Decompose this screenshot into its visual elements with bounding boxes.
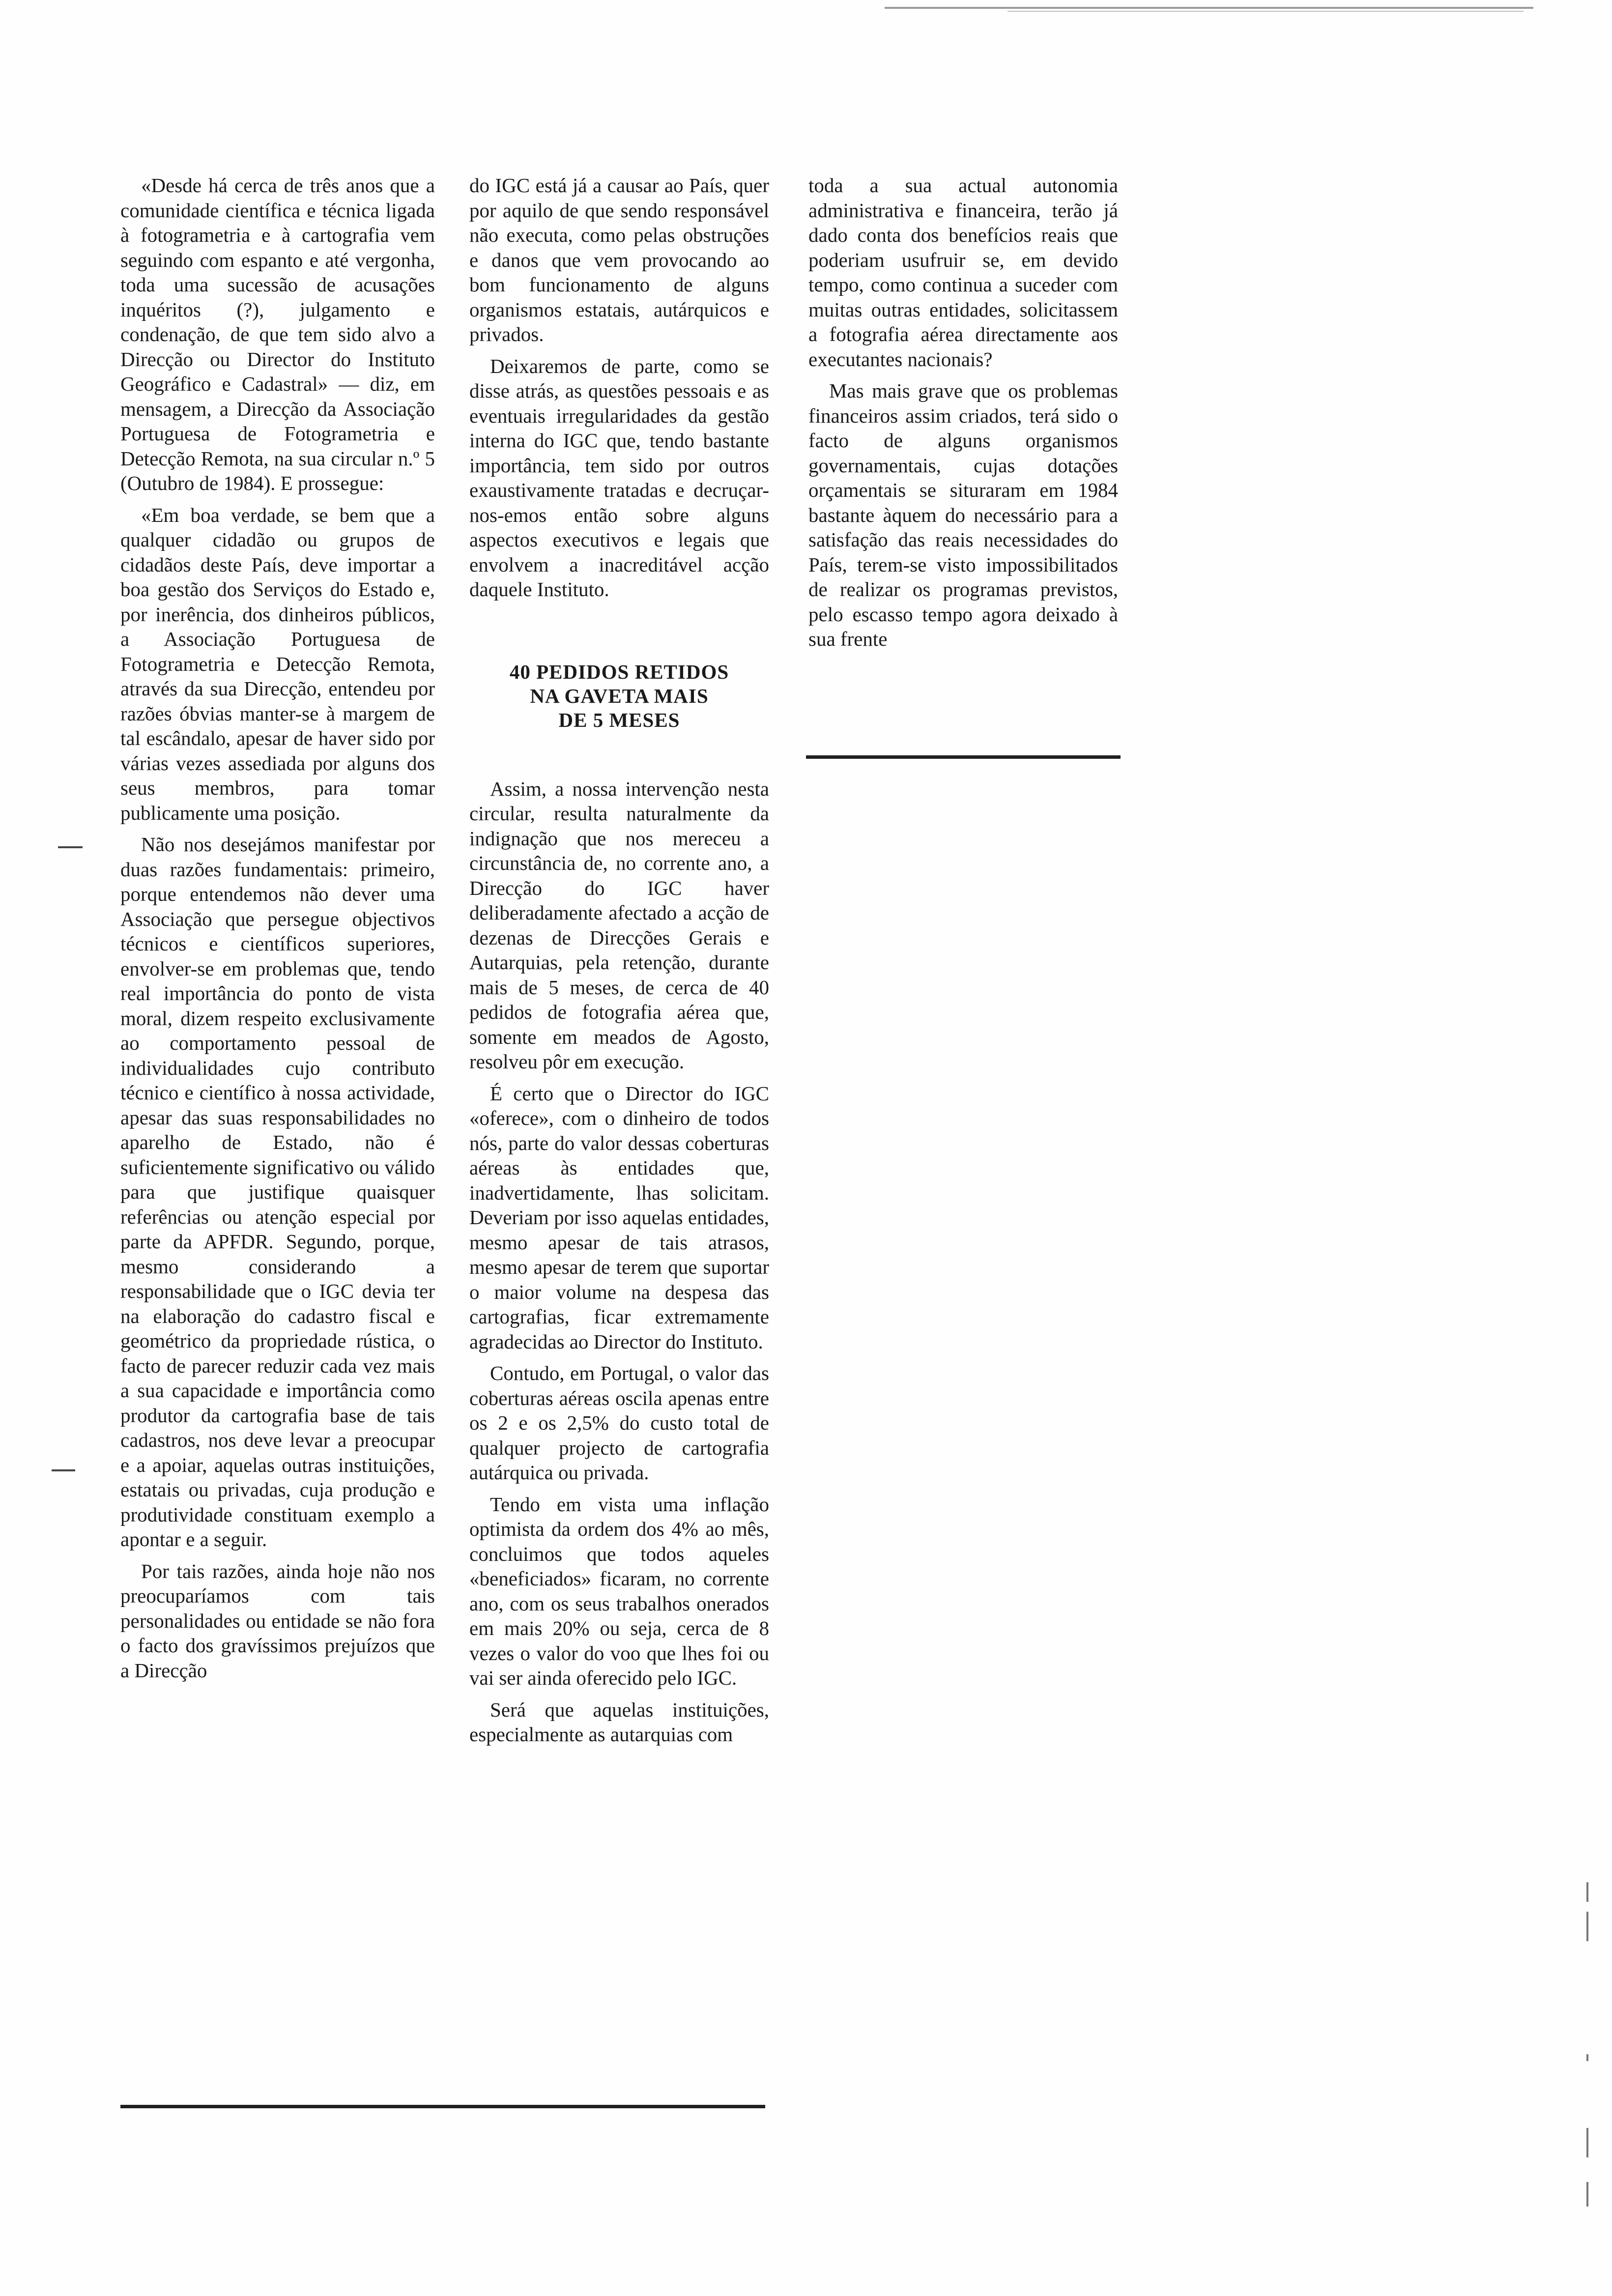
article-column-2 — [469, 173, 769, 1754]
paragraph: «Desde há cerca de três anos que a comunidade científica e técnica ligada à fotogrametria e à cartografia vem seguindo com espanto e até vergonha, toda uma sucessão de acusações inquéritos (?), julgamento e condenação, de que tem sido alvo a Direcção ou Director do Instituto Geográfico e Cadastral» — diz, em mensagem, a Direcção da Associação Portuguesa de Fotogrametria e Detecção Remota, na sua circular n.º 5 (Outubro de 1984). E prossegue: — [120, 174, 435, 494]
paragraph: Não nos desejámos manifestar por duas razões fundamentais: primeiro, porque entendemos não dever uma Associação que persegue objectivos técnicos e científicos superiores, envolver-se em problemas que, tendo real importância do ponto de vista moral, dizem respeito exclusivamente ao comportamento pessoal de individualidades cujo contributo técnico e científico à nossa actividade, apesar das suas responsabilidades no aparelho de Estado, não é suficientemente significativo ou válido para que justifique quaisquer referências ou atenção especial por parte da APFDR. Segundo, porque, mesmo considerando a responsabilidade que o IGC devia ter na elaboração do cadastro fiscal e geométrico da propriedade rústica, o facto de parecer reduzir cada vez mais a sua capacidade e importância como produtor da cartografia base de tais cadastros, nos deve levar a preocupar e a apoiar, aquelas outras instituições, estatais ou privadas, cuja produção e produtividade constituam exemplo a apontar e a seguir. — [120, 833, 435, 1550]
paragraph: Assim, a nossa intervenção nesta circular, resulta naturalmente da indignação que nos mereceu a circunstância de, no corrente ano, a Direcção do IGC haver deliberadamente afectado a acção de dezenas de Direcções Gerais e Autarquias, pela retenção, durante mais de 5 meses, de cerca de 40 pedidos de fotografia aérea que, somente em meados de Agosto, resolveu pôr em execução. — [469, 777, 769, 1073]
margin-mark — [52, 1469, 75, 1471]
scan-speckle — [1586, 2182, 1588, 2207]
paragraph: do IGC está já a causar ao País, quer por aquilo de que sendo responsável não executa, como pelas obstruções e danos que vem provocando ao bom funcionamento de alguns organismos estatais, autárquicos e privados. — [469, 174, 769, 345]
section-headline — [469, 660, 769, 732]
article-column-1 — [120, 173, 435, 1690]
paragraph: Será que aquelas instituições, especialmente as autarquias com — [469, 1698, 769, 1746]
scan-speckle — [1586, 2128, 1588, 2157]
margin-mark — [58, 846, 83, 848]
paragraph: Contudo, em Portugal, o valor das coberturas aéreas oscila apenas entre os 2 e os 2,5% do custo total de qualquer projecto de cartografia autárquica ou privada. — [469, 1362, 769, 1484]
paragraph: Por tais razões, ainda hoje não nos preocuparíamos com tais personalidades ou entidade se não fora o facto dos gravíssimos prejuízos que a Direcção — [120, 1559, 435, 1682]
article-column-3 — [808, 173, 1118, 659]
headline-line: 40 PEDIDOS RETIDOS — [509, 660, 729, 683]
paragraph: É certo que o Director do IGC «oferece», com o dinheiro de todos nós, parte do valor dessas coberturas aéreas às entidades que, inadvertidamente, lhas solicitam. Deveriam por isso aquelas entidades, mesmo apesar de tais atrasos, mesmo apesar de terem que suportar o maior volume na despesa das cartografias, ficar extremamente agradecidas ao Director do Instituto. — [469, 1082, 769, 1353]
column-3-end-rule — [806, 755, 1121, 759]
headline-line: DE 5 MESES — [558, 708, 680, 731]
article-end-rule — [120, 2105, 765, 2108]
paragraph: Deixaremos de parte, como se disse atrás, as questões pessoais e as eventuais irregularidades da gestão interna do IGC que, tendo bastante importância, tem sido por outros exaustivamente tratadas e decruçar-nos-emos então sobre alguns aspectos executivos e legais que envolvem a inacreditável acção daquele Instituto. — [469, 354, 769, 601]
top-scan-edge-line — [885, 7, 1533, 9]
scan-speckle — [1586, 2054, 1588, 2061]
paragraph: toda a sua actual autonomia administrativa e financeira, terão já dado conta dos benefícios reais que poderiam usufruir se, em devido tempo, como continua a suceder com muitas outras entidades, solicitassem a fotografia aérea directamente aos executantes nacionais? — [808, 174, 1118, 371]
paragraph: Mas mais grave que os problemas financeiros assim criados, terá sido o facto de alguns organismos governamentais, cujas dotações orçamentais se situraram em 1984 bastante àquem do necessário para a satisfação das reais necessidades do País, terem-se visto impossibilitados de realizar os programas previstos, pelo escasso tempo agora deixado à sua frente — [808, 379, 1118, 650]
top-scan-edge-line-secondary — [1008, 11, 1524, 12]
paragraph: «Em boa verdade, se bem que a qualquer cidadão ou grupos de cidadãos deste País, deve importar a boa gestão dos Serviços do Estado e, por inerência, dos dinheiros públicos, a Associação Portuguesa de Fotogrametria e Detecção Remota, através da sua Direcção, entendeu por razões óbvias manter-se à margem de tal escândalo, apesar de haver sido por várias vezes assediada por alguns dos seus membros, para tomar publicamente uma posição. — [120, 503, 435, 824]
scan-speckle — [1586, 1882, 1588, 1902]
scan-speckle — [1586, 1912, 1588, 1941]
paragraph: Tendo em vista uma inflação optimista da ordem dos 4% ao mês, concluimos que todos aqueles «beneficiados» ficaram, no corrente ano, com os seus trabalhos onerados em mais 20% ou seja, cerca de 8 vezes o valor do voo que lhes foi ou vai ser ainda oferecido pelo IGC. — [469, 1492, 769, 1689]
headline-line: NA GAVETA MAIS — [530, 684, 709, 707]
